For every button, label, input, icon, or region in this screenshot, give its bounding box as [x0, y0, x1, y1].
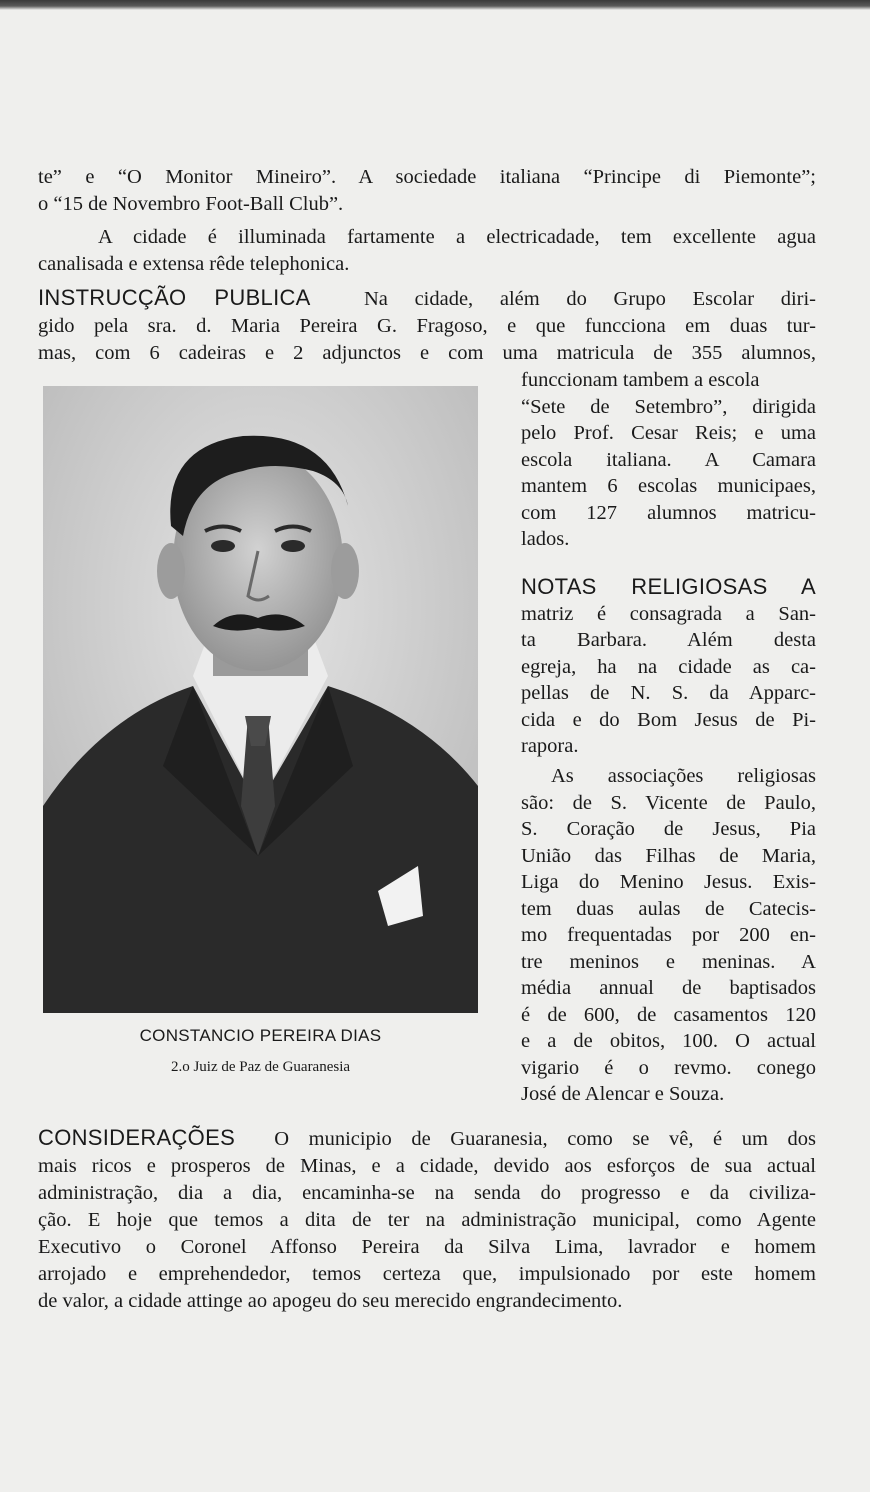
- text-line: média annual de baptisados: [521, 977, 816, 999]
- illumination-paragraph: [38, 224, 816, 278]
- section-heading: NOTAS RELIGIOSAS A: [521, 574, 816, 599]
- text-line: funccionam tambem a escola: [521, 369, 760, 391]
- text-line: canalisada e extensa rêde telephonica.: [38, 253, 350, 275]
- text-line: e a de obitos, 100. O actual: [521, 1030, 816, 1052]
- text-line: Liga do Menino Jesus. Exis-: [521, 871, 816, 893]
- text-line: o “15 de Novembro Foot-Ball Club”.: [38, 193, 344, 215]
- instruccao-section: [38, 284, 816, 367]
- text-line: União das Filhas de Maria,: [521, 844, 816, 867]
- notas-section: [521, 574, 816, 760]
- text-line: José de Alencar e Souza.: [521, 1083, 725, 1105]
- text-line: cida e do Bom Jesus de Pi-: [521, 708, 816, 731]
- text-line: de valor, a cidade attinge ao apogeu do seu merecido engrandecimento.: [38, 1290, 623, 1312]
- text-line: administração, dia a dia, encaminha-se na senda do progresso e da civiliza-: [38, 1182, 816, 1204]
- text-line: rapora.: [521, 735, 579, 757]
- text-line: egreja, ha na cidade as ca-: [521, 655, 816, 678]
- text-line: As associações religiosas: [551, 765, 816, 787]
- text-line: são: de S. Vicente de Paulo,: [521, 791, 816, 814]
- text-line: gido pela sra. d. Maria Pereira G. Fragoso, e que funcciona em duas tur-: [38, 315, 816, 337]
- text-line: com 127 alumnos matricu-: [521, 501, 816, 524]
- text-line: “Sete de Setembro”, dirigida: [521, 395, 816, 418]
- text-line: vigario é o revmo. conego: [521, 1056, 816, 1079]
- text-line: ta Barbara. Além desta: [521, 629, 816, 651]
- text-line: matriz é consagrada a San-: [521, 602, 816, 625]
- text-line: tem duas aulas de Catecis-: [521, 897, 816, 920]
- text-line: é de 600, de casamentos 120: [521, 1003, 816, 1026]
- section-heading: CONSIDERAÇÕES: [38, 1125, 236, 1150]
- intro-paragraph: [38, 164, 816, 218]
- text-line: pellas de N. S. da Apparc-: [521, 682, 816, 704]
- instruccao-right-column: [521, 367, 816, 553]
- text-line: escola italiana. A Camara: [521, 448, 816, 471]
- notas-associacoes: [521, 763, 816, 1108]
- text-line: mais ricos e prosperos de Minas, e a cidade, devido aos esforços de sua actual: [38, 1155, 816, 1177]
- text-line: pelo Prof. Cesar Reis; e uma: [521, 422, 816, 444]
- text-line: tre meninos e meninas. A: [521, 950, 816, 973]
- heading-run-in-text: Na cidade, além do Grupo Escolar diri-: [364, 288, 817, 310]
- text-line: [38, 284, 816, 313]
- text-line: mantem 6 escolas municipaes,: [521, 475, 816, 497]
- heading-run-in-text: O municipio de Guaranesia, como se vê, é um dos: [274, 1128, 817, 1150]
- page-top-edge: [0, 0, 870, 10]
- text-line: arrojado e emprehendedor, temos certeza que, impulsionado por este homem: [38, 1263, 816, 1285]
- text-line: te” e “O Monitor Mineiro”. A sociedade italiana “Principe di Piemonte”;: [38, 166, 816, 188]
- section-heading: INSTRUCÇÃO PUBLICA: [38, 285, 311, 310]
- text-line: ção. E hoje que temos a dita de ter na administração municipal, como Agente: [38, 1209, 816, 1231]
- text-line: Executivo o Coronel Affonso Pereira da Silva Lima, lavrador e homem: [38, 1236, 816, 1258]
- portrait-illustration: [43, 386, 478, 1013]
- consideracoes-section: [38, 1124, 816, 1315]
- text-line: mo frequentadas por 200 en-: [521, 924, 816, 946]
- photo-caption-role: 2.o Juiz de Paz de Guaranesia: [170, 1059, 351, 1075]
- text-line: lados.: [521, 528, 570, 550]
- text-line: A cidade é illuminada fartamente a electricadade, tem excellente agua: [98, 226, 816, 248]
- photo-caption-name: CONSTANCIO PEREIRA DIAS: [139, 1026, 382, 1045]
- text-line: mas, com 6 cadeiras e 2 adjunctos e com uma matricula de 355 alumnos,: [38, 342, 816, 364]
- text-line: S. Coração de Jesus, Pia: [521, 818, 816, 840]
- text-line: [38, 1124, 816, 1153]
- portrait-photo: [43, 386, 478, 1013]
